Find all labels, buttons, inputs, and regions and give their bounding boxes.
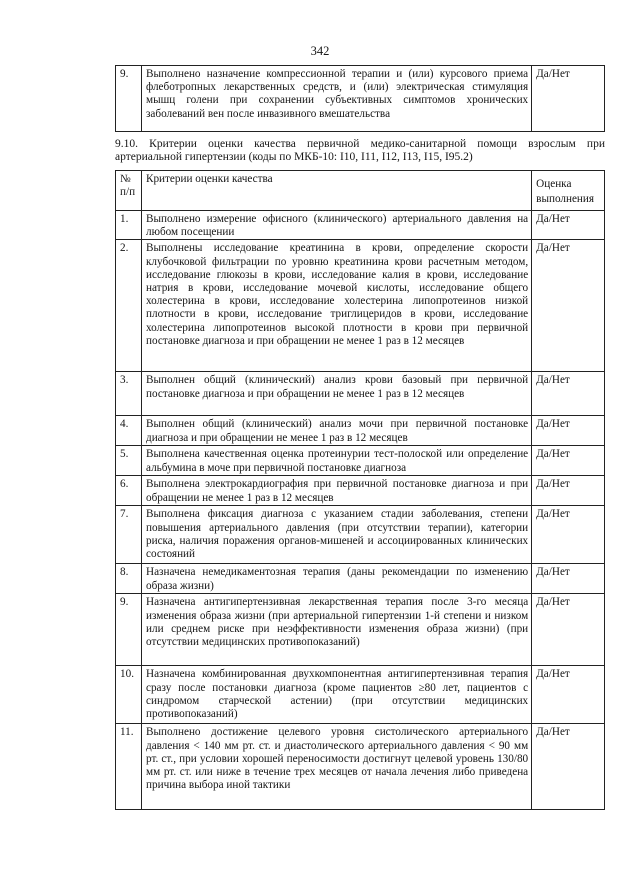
section-heading: 9.10. Критерии оценки качества первичной медико-санитарной помощи взрослым при артериальной гипертензии (коды по МКБ-10: I10, I11, I12, I13, I15, I95.2) bbox=[115, 138, 605, 163]
row-number: 11. bbox=[116, 724, 142, 810]
row-number: 3. bbox=[116, 372, 142, 416]
table-row bbox=[116, 372, 605, 416]
table-row bbox=[116, 446, 605, 476]
header-grade: Оценка выполнения bbox=[532, 171, 605, 211]
row-number: 6. bbox=[116, 476, 142, 506]
row-number: 10. bbox=[116, 666, 142, 724]
row-grade: Да/Нет bbox=[532, 724, 605, 810]
table-row bbox=[116, 594, 605, 666]
row-criterion: Выполнены исследование креатинина в крови, определение скорости клубочковой фильтрации по уровню креатинина крови расчетным методом, исследование глюкозы в крови, исследование калия в крови, исследование натрия в крови, исследование мочевой кислоты, исследование общего холестерина в крови, исследование холестерина липопротеинов низкой плотности в крови, исследование триглицеридов в крови, исследование холестерина липопротеинов высокой плотности в крови при первичной постановке диагноза и при обращении не менее 1 раз в 12 месяцев bbox=[142, 240, 532, 372]
table-row bbox=[116, 211, 605, 240]
table-row bbox=[116, 240, 605, 372]
row-grade: Да/Нет bbox=[532, 211, 605, 240]
row-number: 1. bbox=[116, 211, 142, 240]
top-criteria-table bbox=[115, 65, 605, 132]
row-number: 9. bbox=[116, 594, 142, 666]
table-row bbox=[116, 476, 605, 506]
row-criterion: Назначена комбинированная двухкомпонентная антигипертензивная терапия сразу после постановки диагноза (кроме пациентов ≥80 лет, пациентов с синдромом старческой астении) (при отсутствии медицинских противопоказаний) bbox=[142, 666, 532, 724]
header-criterion: Критерии оценки качества bbox=[142, 171, 532, 211]
table-row bbox=[116, 666, 605, 724]
row-grade: Да/Нет bbox=[532, 564, 605, 594]
row-criterion: Выполнена фиксация диагноза с указанием стадии заболевания, степени повышения артериального давления (при отсутствии терапии), категории риска, наличия поражения органов-мишеней и ассоциированных клинических состояний bbox=[142, 506, 532, 564]
table-header-row bbox=[116, 171, 605, 211]
row-grade: Да/Нет bbox=[532, 446, 605, 476]
row-criterion: Выполнено достижение целевого уровня систолического артериального давления < 140 мм рт. ст. и диастолического артериального давления < 90 мм рт. ст., при условии хорошей переносимости достигнут целевой уровень 130/80 мм рт. ст. или ниже в течение трех месяцев от начала лечения либо приведена причина выбора иной тактики bbox=[142, 724, 532, 810]
row-grade: Да/Нет bbox=[532, 666, 605, 724]
row-number: 7. bbox=[116, 506, 142, 564]
row-criterion: Выполнен общий (клинический) анализ крови базовый при первичной постановке диагноза и при обращении не менее 1 раз в 12 месяцев bbox=[142, 372, 532, 416]
row-criterion: Выполнен общий (клинический) анализ мочи при первичной постановке диагноза и при обращении не менее 1 раз в 12 месяцев bbox=[142, 416, 532, 446]
header-number: № п/п bbox=[116, 171, 142, 211]
row-number: 2. bbox=[116, 240, 142, 372]
row-criterion: Выполнена качественная оценка протеинурии тест-полоской или определение альбумина в моче при первичной постановке диагноза bbox=[142, 446, 532, 476]
row-number: 5. bbox=[116, 446, 142, 476]
table-row bbox=[116, 564, 605, 594]
row-criterion: Назначена немедикаментозная терапия (даны рекомендации по изменению образа жизни) bbox=[142, 564, 532, 594]
table-row bbox=[116, 506, 605, 564]
row-number: 8. bbox=[116, 564, 142, 594]
row-criterion: Выполнено назначение компрессионной терапии и (или) курсового приема флеботропных лекарственных средств, и (или) электрическая стимуляция мышц голени при сохранении субъективных симптомов хронических заболеваний вен после инвазивного вмешательства bbox=[142, 66, 532, 132]
main-criteria-table bbox=[115, 170, 605, 810]
row-criterion: Назначена антигипертензивная лекарственная терапия после 3-го месяца изменения образа жизни (при артериальной гипертензии 1-й степени и низком или среднем риске при неэффективности изменения образа жизни) (при отсутствии медицинских противопоказаний) bbox=[142, 594, 532, 666]
row-criterion: Выполнено измерение офисного (клинического) артериального давления на любом посещении bbox=[142, 211, 532, 240]
table-row bbox=[116, 66, 605, 132]
row-grade: Да/Нет bbox=[532, 240, 605, 372]
row-grade: Да/Нет bbox=[532, 416, 605, 446]
row-grade: Да/Нет bbox=[532, 594, 605, 666]
row-grade: Да/Нет bbox=[532, 506, 605, 564]
row-grade: Да/Нет bbox=[532, 476, 605, 506]
table-row bbox=[116, 724, 605, 810]
row-grade: Да/Нет bbox=[532, 66, 605, 132]
table-row bbox=[116, 416, 605, 446]
row-criterion: Выполнена электрокардиография при первичной постановке диагноза и при обращении не менее 1 раз в 12 месяцев bbox=[142, 476, 532, 506]
row-number: 4. bbox=[116, 416, 142, 446]
row-grade: Да/Нет bbox=[532, 372, 605, 416]
page-number: 342 bbox=[310, 44, 330, 58]
row-number: 9. bbox=[116, 66, 142, 132]
